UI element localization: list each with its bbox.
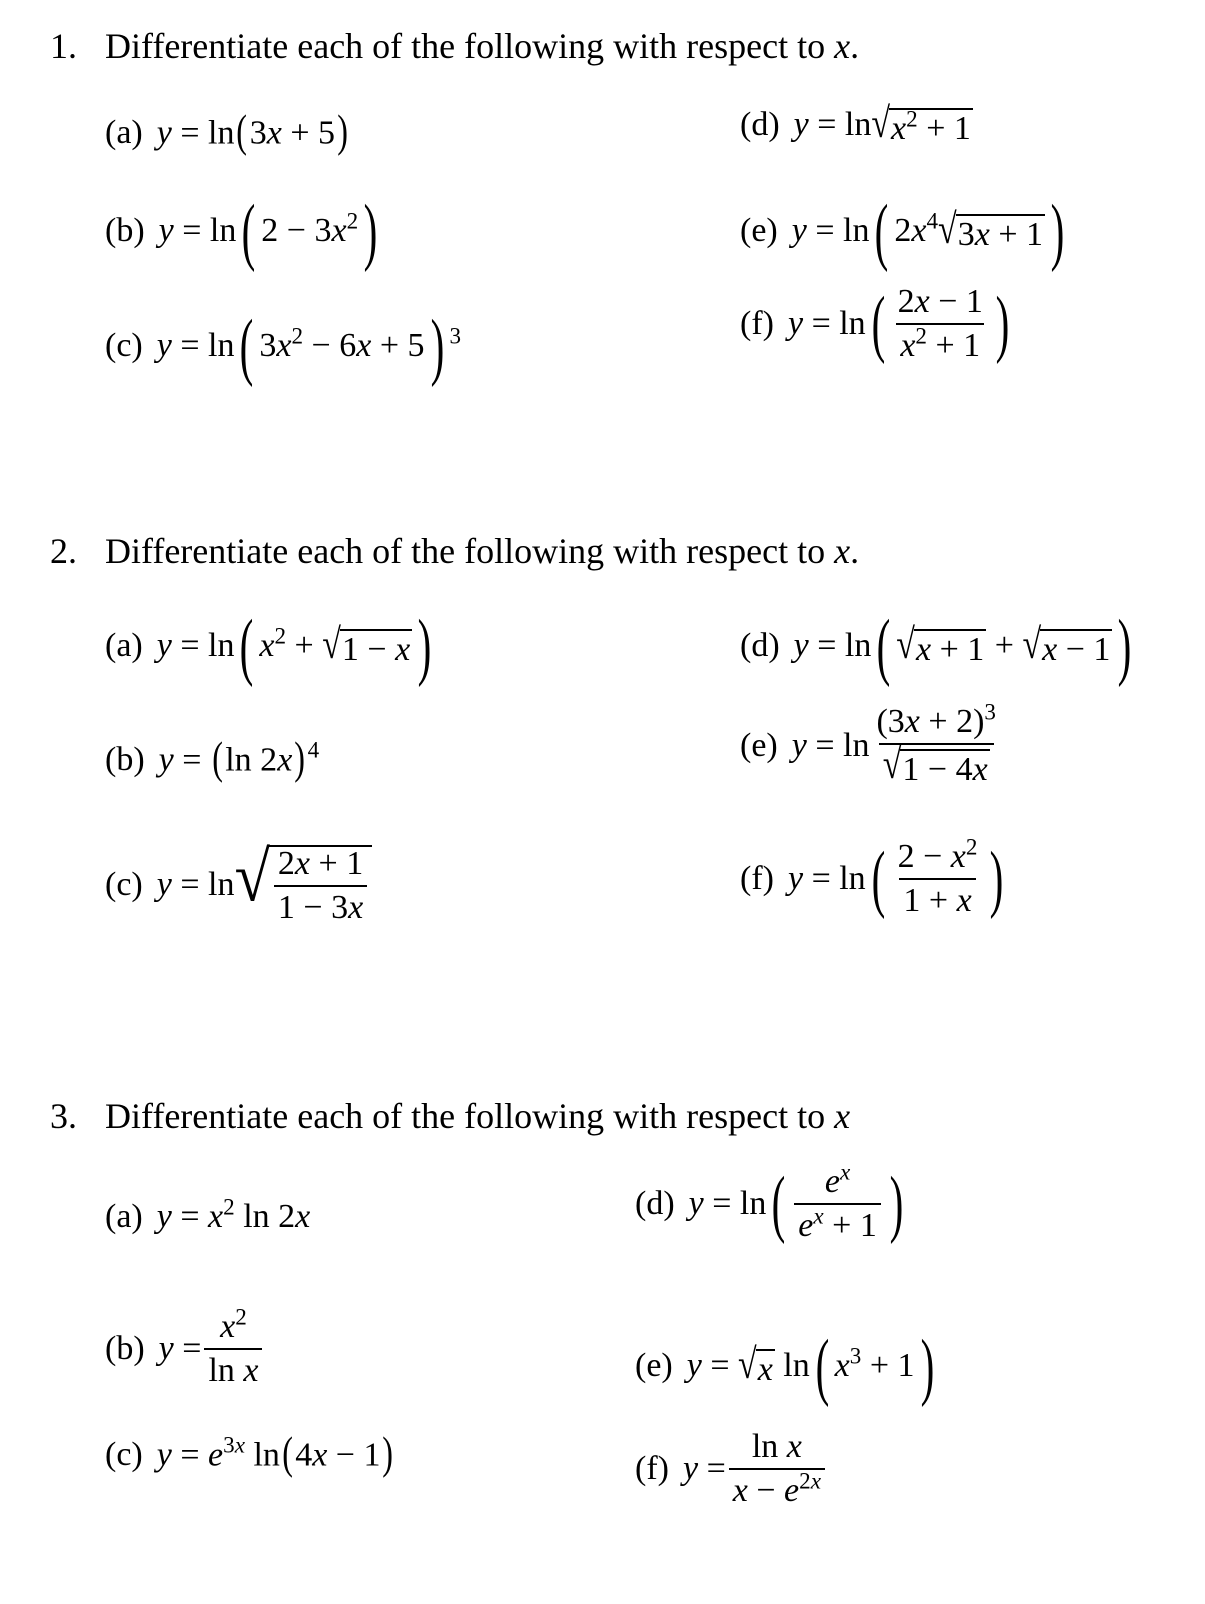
- q2-item-f: (f) y = ln ( $\frac{2 - x^2}{1 + x}$ ): [740, 834, 1004, 920]
- question-1-heading: 1. Differentiate each of the following with respect to x.: [50, 26, 860, 66]
- q1-item-b: (b) y = ln( $2 - 3x^2$): [105, 190, 378, 273]
- question-2-heading: 2. Differentiate each of the following with respect to x.: [50, 531, 860, 571]
- q2-item-d: (d) y = ln( √ x + 1 + √ x − 1 ): [740, 605, 1132, 688]
- q2-item-b: (b) y = (ln 2x)$^4$: [105, 732, 320, 783]
- question-3-heading: 3. Differentiate each of the following with respect to x: [50, 1096, 851, 1136]
- q1-item-f: (f) y = ln ( $\frac{2x - 1}{x^2 + 1}$ ): [740, 281, 1010, 365]
- q2-item-a: (a) y = ln( $x^2$ + √ 1 − x ): [105, 605, 432, 688]
- question-number: 1.: [50, 26, 77, 66]
- q1-item-a: (a) y = ln(3x + 5): [105, 105, 349, 156]
- q3-item-e: (e) y = √ x ln( $x^3 + 1$): [635, 1325, 934, 1408]
- q2-item-c: (c) y = ln √ $\frac{2x + 1}{1 - 3x}$: [105, 845, 372, 925]
- item-label: (a): [105, 114, 143, 152]
- q3-item-b: (b) y = $\frac{x^2}{\text{ln x}}$: [105, 1310, 265, 1388]
- q3-item-a: (a) $y = x^2$ ln 2x: [105, 1194, 311, 1235]
- question-variable: x: [834, 26, 851, 66]
- q1-item-d: (d) y = ln √ $x^2 + 1$: [740, 100, 971, 147]
- q2-item-e: (e) y = ln $(3x + 2)^3$ √ 1 − 4x: [740, 699, 996, 788]
- q1-item-e: (e) y = ln( $2x^4$ √ 3x + 1 ): [740, 190, 1065, 273]
- q3-item-c: (c) $y = e^{3x}$ ln(4x − 1): [105, 1427, 394, 1478]
- q1-item-c: (c) y = ln( $3x^2 - 6x + 5$) $^3$: [105, 305, 461, 388]
- question-prompt: Differentiate each of the following with respect to: [105, 26, 826, 66]
- q3-item-f: (f) y = $\frac{\text{ln x}}{x - e^{2x}}$: [635, 1430, 828, 1508]
- q3-item-d: (d) y = ln ( $\frac{e^x}{e^x + 1}$ ): [635, 1159, 904, 1245]
